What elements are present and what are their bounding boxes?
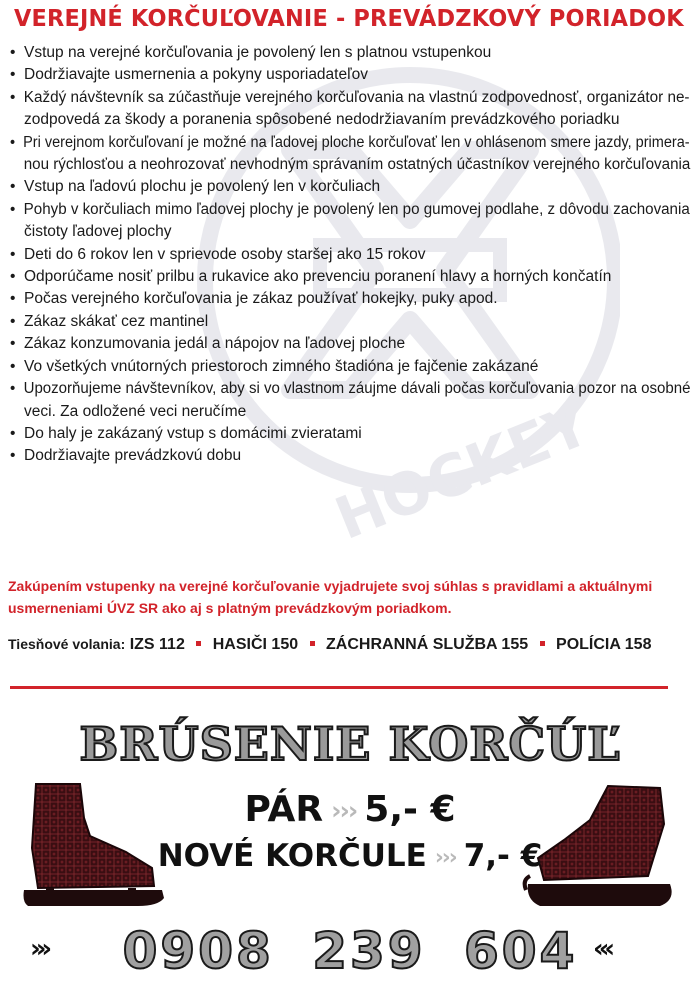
phone-row	[0, 922, 700, 982]
emergency-numbers	[8, 636, 698, 654]
rule-item: • Odporúčame nosiť prilbu a rukavice ako prevenciu poranení hlavy a horných končatín	[10, 266, 690, 288]
separator-square	[310, 641, 315, 646]
phone-number: 0908 239 604	[122, 922, 578, 980]
rule-item: • Pohyb v korčuliach mimo ľadovej plochy je povolený len po gumovej podlahe, z dôvodu zachovania	[10, 199, 674, 221]
new-skates-label: NOVÉ KORČULE	[157, 838, 427, 874]
separator-square	[540, 641, 545, 646]
price-pair	[0, 789, 700, 830]
section-divider	[10, 686, 668, 689]
emergency-izs: IZS 112	[129, 636, 185, 653]
rule-item: • Počas verejného korčuľovania je zákaz používať hokejky, puky apod.	[10, 288, 690, 310]
rule-item: • Do haly je zakázaný vstup s domácimi zvieratami	[10, 423, 690, 445]
pair-price: 5,- €	[364, 789, 456, 830]
arrow-right-icon: ›››	[331, 796, 357, 825]
rule-item: veci. Za odložené veci neručíme	[24, 402, 247, 420]
rule-item: zodpovedá za škody a poranenia spôsobené nedodržiavaním prevádzkového poriadku	[24, 111, 620, 129]
sharpening-title: BRÚSENIE KORČÚĽ	[79, 717, 621, 771]
page-title: VEREJNÉ KORČUĽOVANIE - PREVÁDZKOVÝ PORIADOK	[14, 6, 684, 32]
rule-item: • Dodržiavajte prevádzkovú dobu	[10, 445, 690, 467]
rule-item: čistoty ľadovej plochy	[24, 223, 172, 241]
rule-item: • Každý návštevník sa zúčastňuje verejného korčuľovania na vlastnú zodpovednosť, organizátor ne-	[10, 87, 680, 109]
watermark-text: HOCKEY	[325, 389, 600, 553]
rule-item: • Deti do 6 rokov len v sprievode osoby staršej ako 15 rokov	[10, 244, 690, 266]
rule-item: • Vo všetkých vnútorných priestoroch zimného štadióna je fajčenie zakázané	[10, 356, 690, 378]
arrow-right-icon: ›››	[434, 845, 456, 870]
ticket-notice: Zakúpením vstupenky na verejné korčuľovanie vyjadrujete svoj súhlas s pravidlami a aktuálnymi usmerneniami ÚVZ SR ako aj s platným prevádzkovým poriadkom.	[8, 578, 653, 616]
rule-item: • Vstup na ľadovú plochu je povolený len v korčuliach	[10, 176, 690, 198]
price-new-skates	[0, 838, 700, 874]
rule-item: • Upozorňujeme návštevníkov, aby si vo vlastnom záujme dávali počas korčuľovania pozor na osobné	[10, 378, 670, 400]
rule-item: • Pri verejnom korčuľovaní je možné na ľadovej ploche korčuľovať len v ohlásenom smere jazdy, primera-	[10, 132, 646, 154]
emergency-ambulance: ZÁCHRANNÁ SLUŽBA 155	[326, 636, 529, 653]
new-skates-price: 7,- €	[463, 838, 543, 874]
rule-item: • Vstup na verejné korčuľovania je povolený len s platnou vstupenkou	[10, 42, 690, 64]
rules-list	[10, 42, 690, 468]
chevron-left-icon: ‹‹‹	[593, 934, 611, 964]
emergency-label: Tiesňové volania:	[8, 636, 126, 652]
rule-item: • Zákaz konzumovania jedál a nápojov na ľadovej ploche	[10, 333, 690, 355]
rule-item: • Zákaz skákať cez mantinel	[10, 311, 690, 333]
rule-item: • Dodržiavajte usmernenia a pokyny usporiadateľov	[10, 64, 690, 86]
pair-label: PÁR	[244, 789, 324, 830]
chevron-right-icon: ›››	[30, 934, 48, 964]
emergency-police: POLÍCIA 158	[556, 636, 652, 653]
emergency-fire: HASIČI 150	[212, 636, 299, 653]
rule-item: nou rýchlosťou a neohrozovať nevhodným správaním ostatných účastníkov verejného korčuľovania	[23, 156, 691, 174]
separator-square	[196, 641, 201, 646]
